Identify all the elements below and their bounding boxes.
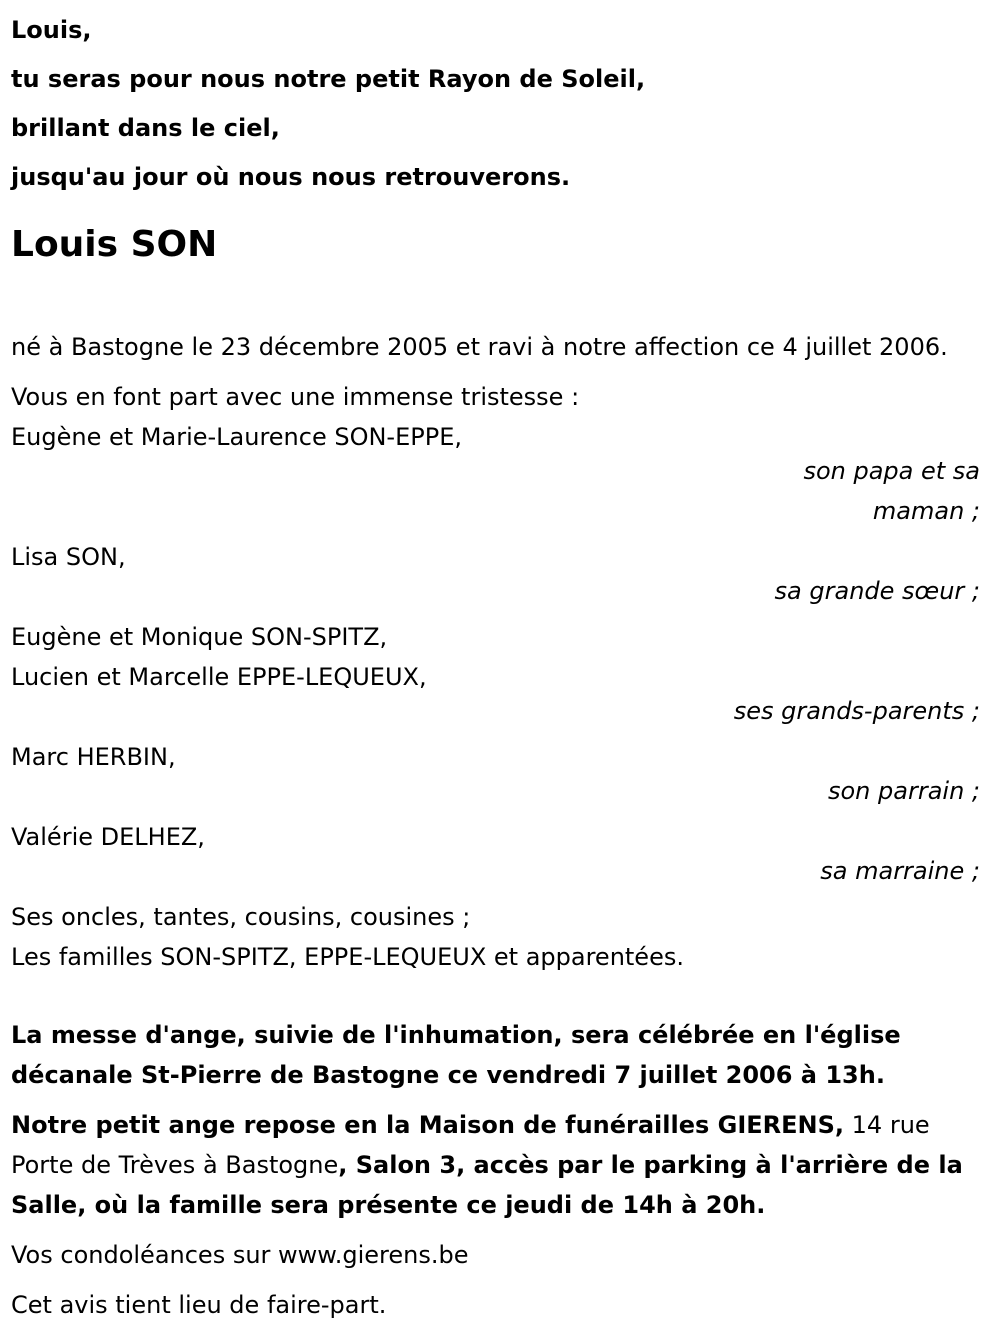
extended-family: [11, 897, 980, 977]
poem: [11, 0, 980, 202]
family-entry-godmother: [11, 817, 980, 891]
repose-info: [11, 1105, 980, 1225]
poem-line: tu seras pour nous notre petit Rayon de Soleil,: [11, 65, 646, 93]
family-list: [11, 417, 980, 891]
condolences-text: Vos condoléances sur www.gierens.be: [11, 1241, 469, 1269]
family-names: Eugène et Monique SON-SPITZ,: [11, 623, 388, 651]
family-entry-parents: [11, 417, 980, 531]
repose-part1: Notre petit ange repose en la Maison de funérailles GIERENS,: [11, 1111, 845, 1139]
family-role: son papa et sa maman ;: [803, 457, 980, 525]
notice-text: Cet avis tient lieu de faire-part.: [11, 1291, 387, 1319]
family-names: Lucien et Marcelle EPPE-LEQUEUX,: [11, 663, 427, 691]
poem-line: Louis,: [11, 16, 92, 44]
family-role: sa marraine ;: [820, 857, 980, 885]
family-names: Lisa SON,: [11, 543, 126, 571]
family-entry-grandparents: [11, 617, 980, 731]
family-role: son parrain ;: [827, 777, 980, 805]
family-role: ses grands-parents ;: [733, 697, 980, 725]
family-names: Valérie DELHEZ,: [11, 823, 205, 851]
family-names: Eugène et Marie-Laurence SON-EPPE,: [11, 423, 462, 451]
repose-address: 14 rue Porte de Trèves à Bastogne: [11, 1111, 930, 1179]
repose-part3: , Salon 3, accès par le parking à l'arrière de la Salle, où la famille sera présente ce jeudi de 14h à 20h.: [11, 1151, 963, 1219]
family-role: sa grande sœur ;: [774, 577, 980, 605]
family-entry-sister: [11, 537, 980, 611]
poem-line: brillant dans le ciel,: [11, 114, 280, 142]
extended-family-line: Ses oncles, tantes, cousins, cousines ;: [11, 903, 471, 931]
birth-death-text: né à Bastogne le 23 décembre 2005 et ravi à notre affection ce 4 juillet 2006.: [11, 333, 948, 361]
family-entry-godfather: [11, 737, 980, 811]
extended-family-line: Les familles SON-SPITZ, EPPE-LEQUEUX et apparentées.: [11, 943, 684, 971]
intro-text: Vous en font part avec une immense tristesse :: [11, 383, 580, 411]
deceased-name: Louis SON: [11, 224, 218, 265]
mass-info: La messe d'ange, suivie de l'inhumation, sera célébrée en l'église décanale St-Pierre de Bastogne ce vendredi 7 juillet 2006 à 13h.: [11, 1021, 901, 1089]
family-names: Marc HERBIN,: [11, 743, 176, 771]
poem-line: jusqu'au jour où nous nous retrouverons.: [11, 163, 571, 191]
